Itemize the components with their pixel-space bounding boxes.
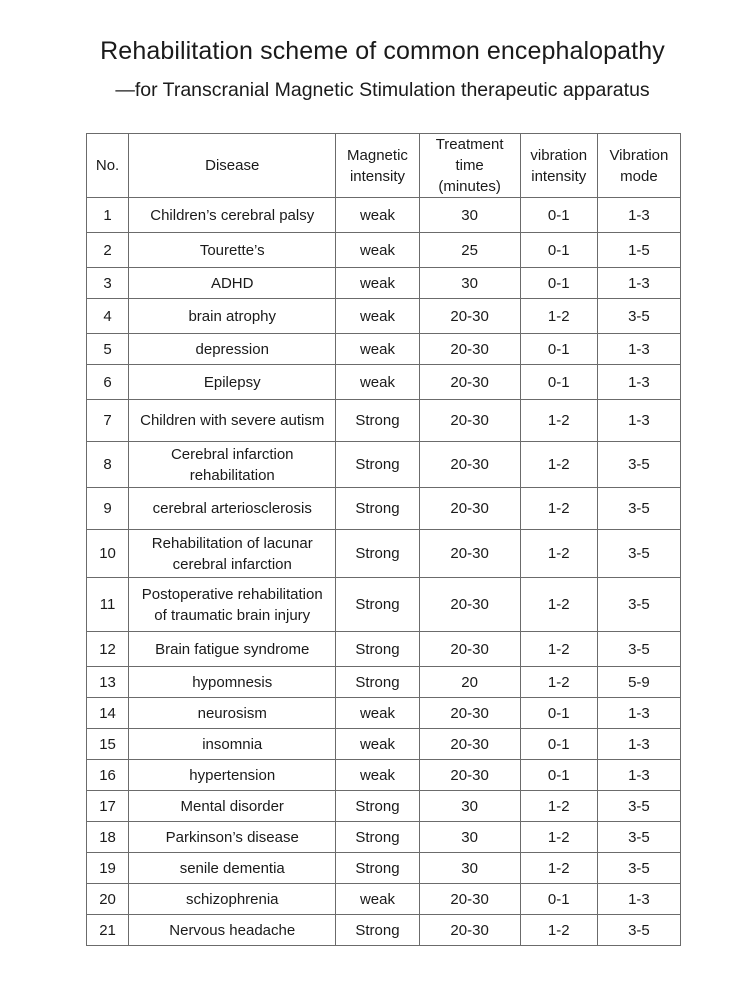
header-magnetic-line2: intensity [349,167,405,185]
table-row [87,791,681,822]
cell-disease: hypomnesis [129,667,336,698]
cell-disease: cerebral arteriosclerosis [129,488,336,530]
cell-magnetic: Strong [336,632,419,667]
cell-magnetic: weak [336,198,419,233]
cell-vib-mode: 1-3 [597,334,680,365]
table-row [87,400,681,442]
cell-no: 1 [87,198,129,233]
cell-vib-mode: 1-3 [597,400,680,442]
header-time-line1: Treatment [435,136,504,153]
cell-disease: Children with severe autism [129,400,336,442]
table-row [87,915,681,946]
table-row [87,233,681,268]
cell-time: 20-30 [419,884,520,915]
cell-no: 2 [87,233,129,268]
cell-magnetic: Strong [336,915,419,946]
cell-vib-mode: 3-5 [597,632,680,667]
cell-disease: depression [129,334,336,365]
header-vib-mode-line2: mode [620,167,658,185]
cell-disease-line2: cerebral infarction [172,555,292,573]
cell-time: 20-30 [419,698,520,729]
cell-magnetic: Strong [336,853,419,884]
header-vibration-mode [597,134,680,198]
cell-magnetic: Strong [336,667,419,698]
cell-vib-intensity: 1-2 [520,578,597,632]
cell-magnetic: weak [336,334,419,365]
table-row [87,365,681,400]
header-disease-label: Disease [205,157,260,174]
header-magnetic-line1: Magnetic [347,146,408,164]
cell-time: 20-30 [419,915,520,946]
cell-vib-mode: 3-5 [597,791,680,822]
cell-disease: Brain fatigue syndrome [129,632,336,667]
cell-disease: Epilepsy [129,365,336,400]
cell-vib-intensity: 1-2 [520,915,597,946]
cell-time: 20-30 [419,729,520,760]
header-vib-mode-line1: Vibration [609,146,669,164]
cell-vib-mode: 3-5 [597,853,680,884]
cell-time: 30 [419,268,520,299]
cell-magnetic: Strong [336,400,419,442]
cell-time: 20-30 [419,488,520,530]
cell-no: 11 [87,578,129,632]
cell-vib-mode: 1-3 [597,198,680,233]
cell-vib-mode: 1-3 [597,268,680,299]
header-time-line3: (minutes) [438,178,501,195]
cell-time: 20-30 [419,365,520,400]
cell-time: 30 [419,822,520,853]
cell-magnetic: weak [336,698,419,729]
table-row [87,853,681,884]
cell-disease: brain atrophy [129,299,336,334]
cell-time: 20-30 [419,760,520,791]
cell-vib-intensity: 1-2 [520,400,597,442]
cell-disease-line2: of traumatic brain injury [154,606,311,624]
table-row [87,884,681,915]
cell-disease [129,530,336,578]
cell-disease: neurosism [129,698,336,729]
cell-magnetic: weak [336,365,419,400]
cell-vib-intensity: 0-1 [520,365,597,400]
cell-magnetic: weak [336,233,419,268]
table-row [87,822,681,853]
rehabilitation-table [86,133,681,946]
cell-no: 10 [87,530,129,578]
header-no-label: No. [95,157,120,174]
cell-vib-mode: 3-5 [597,915,680,946]
cell-magnetic: weak [336,884,419,915]
table-row [87,299,681,334]
cell-vib-mode: 1-3 [597,698,680,729]
table-row [87,442,681,488]
cell-magnetic: Strong [336,530,419,578]
cell-magnetic: Strong [336,442,419,488]
cell-time: 30 [419,198,520,233]
header-no [87,134,129,198]
table-row [87,760,681,791]
table-row [87,488,681,530]
cell-time: 20 [419,667,520,698]
cell-disease [129,578,336,632]
cell-vib-intensity: 0-1 [520,729,597,760]
cell-disease: Children’s cerebral palsy [129,198,336,233]
cell-no: 14 [87,698,129,729]
cell-vib-intensity: 0-1 [520,268,597,299]
cell-vib-intensity: 1-2 [520,667,597,698]
cell-vib-intensity: 1-2 [520,791,597,822]
cell-no: 6 [87,365,129,400]
cell-disease: Parkinson’s disease [129,822,336,853]
cell-no: 21 [87,915,129,946]
cell-vib-intensity: 0-1 [520,334,597,365]
cell-no: 16 [87,760,129,791]
cell-no: 7 [87,400,129,442]
header-time-line2: time [455,157,484,174]
cell-disease: Mental disorder [129,791,336,822]
cell-no: 3 [87,268,129,299]
cell-magnetic: Strong [336,488,419,530]
header-disease [129,134,336,198]
cell-vib-mode: 3-5 [597,578,680,632]
cell-no: 13 [87,667,129,698]
cell-vib-mode: 1-3 [597,729,680,760]
cell-vib-intensity: 1-2 [520,530,597,578]
cell-no: 12 [87,632,129,667]
cell-no: 17 [87,791,129,822]
cell-vib-mode: 1-5 [597,233,680,268]
cell-vib-intensity: 1-2 [520,442,597,488]
table-row [87,268,681,299]
cell-vib-intensity: 1-2 [520,822,597,853]
cell-time: 20-30 [419,530,520,578]
cell-magnetic: weak [336,729,419,760]
cell-vib-intensity: 0-1 [520,884,597,915]
cell-disease: insomnia [129,729,336,760]
cell-vib-intensity: 0-1 [520,198,597,233]
cell-magnetic: Strong [336,578,419,632]
table-row [87,334,681,365]
table-row [87,578,681,632]
cell-disease-line1: Rehabilitation of lacunar [151,534,313,552]
cell-vib-intensity: 0-1 [520,698,597,729]
cell-vib-mode: 1-3 [597,760,680,791]
cell-no: 9 [87,488,129,530]
cell-disease: schizophrenia [129,884,336,915]
cell-vib-mode: 3-5 [597,442,680,488]
cell-vib-intensity: 1-2 [520,632,597,667]
cell-time: 20-30 [419,442,520,488]
cell-time: 20-30 [419,632,520,667]
header-magnetic-intensity [336,134,419,198]
table-row [87,632,681,667]
cell-vib-intensity: 0-1 [520,760,597,791]
table-row [87,667,681,698]
cell-no: 4 [87,299,129,334]
table-row [87,729,681,760]
cell-disease-line1: Cerebral infarction [170,445,294,463]
table-row [87,198,681,233]
cell-no: 20 [87,884,129,915]
cell-vib-mode: 3-5 [597,530,680,578]
header-vib-intensity-line1: vibration [530,146,588,164]
cell-vib-intensity: 0-1 [520,233,597,268]
cell-disease: hypertension [129,760,336,791]
cell-vib-intensity: 1-2 [520,299,597,334]
cell-time: 25 [419,233,520,268]
cell-time: 20-30 [419,400,520,442]
cell-no: 15 [87,729,129,760]
cell-vib-mode: 1-3 [597,884,680,915]
cell-vib-intensity: 1-2 [520,488,597,530]
cell-magnetic: Strong [336,822,419,853]
cell-time: 20-30 [419,299,520,334]
cell-time: 30 [419,853,520,884]
cell-no: 5 [87,334,129,365]
cell-disease: Tourette’s [129,233,336,268]
cell-no: 8 [87,442,129,488]
cell-vib-mode: 3-5 [597,299,680,334]
cell-no: 18 [87,822,129,853]
cell-time: 30 [419,791,520,822]
header-treatment-time [419,134,520,198]
document-subtitle: —for Transcranial Magnetic Stimulation therapeutic apparatus [115,79,650,101]
cell-vib-mode: 5-9 [597,667,680,698]
cell-disease-line2: rehabilitation [189,466,275,484]
cell-time: 20-30 [419,578,520,632]
cell-magnetic: weak [336,268,419,299]
cell-disease: ADHD [129,268,336,299]
table-row [87,698,681,729]
cell-vib-mode: 3-5 [597,488,680,530]
cell-time: 20-30 [419,334,520,365]
cell-vib-mode: 1-3 [597,365,680,400]
cell-vib-mode: 3-5 [597,822,680,853]
document-title: Rehabilitation scheme of common encephalopathy [100,37,665,65]
cell-disease-line1: Postoperative rehabilitation [141,585,323,603]
cell-no: 19 [87,853,129,884]
table-header-row [87,134,681,198]
table-row [87,530,681,578]
header-vibration-intensity [520,134,597,198]
header-vib-intensity-line2: intensity [531,167,587,185]
cell-disease [129,442,336,488]
cell-magnetic: weak [336,760,419,791]
cell-magnetic: Strong [336,791,419,822]
cell-magnetic: weak [336,299,419,334]
cell-disease: Nervous headache [129,915,336,946]
cell-disease: senile dementia [129,853,336,884]
cell-vib-intensity: 1-2 [520,853,597,884]
